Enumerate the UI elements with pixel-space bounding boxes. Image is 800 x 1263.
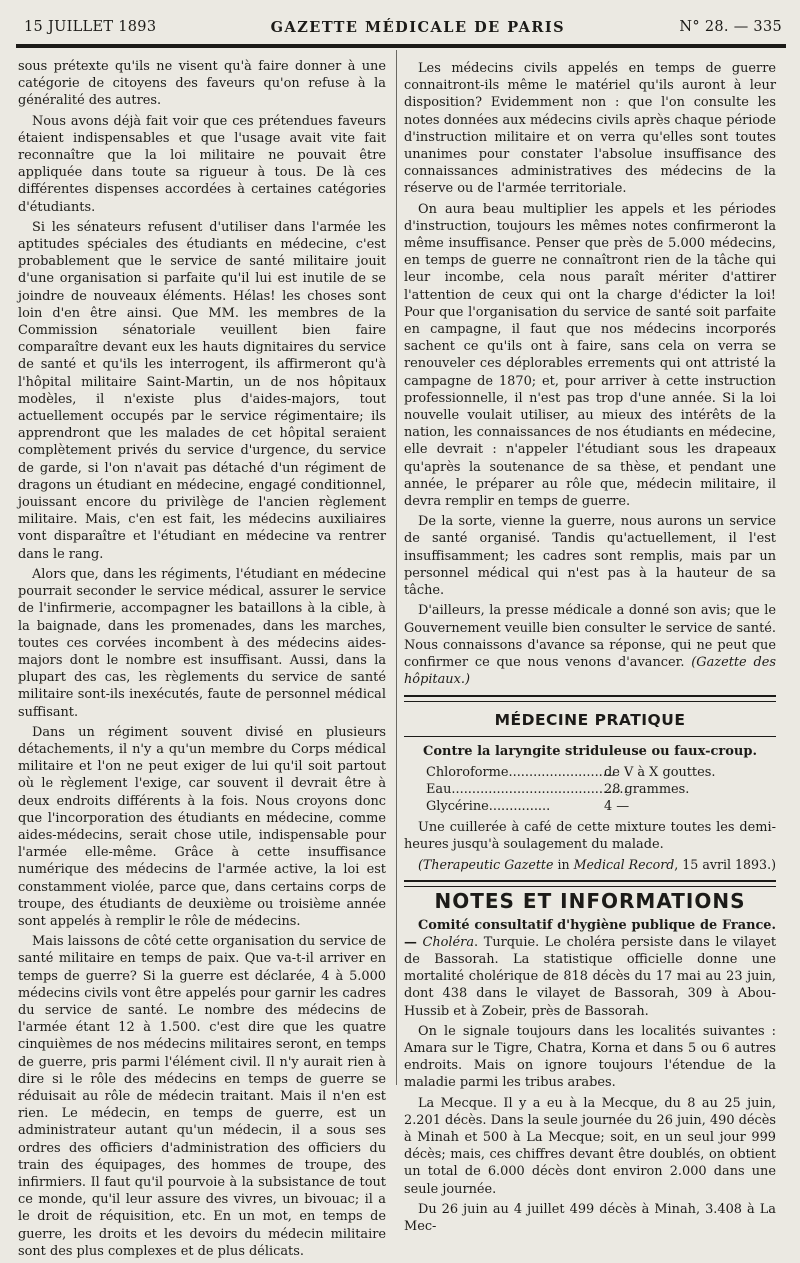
issue-number: N° 28. — 335 [679, 19, 782, 35]
source-citation [404, 856, 776, 873]
paragraph: sous prétexte qu'ils ne visent qu'à faire donner à une catégorie de citoyens des faveurs qu'on refuse à la généralité des autres. [18, 59, 386, 109]
paragraph: Mais laissons de côté cette organisation du service de santé militaire en temps de paix. Que va-t-il arriver en temps de guerre? Si la guerre est déclarée, 4 à 5.000 médecins civils vont être appelés pour garnir les cadres du service de santé. Le nombre des médecins de l'armée étant 12 à 1.500. c'est dire que les quatre cinquièmes de nos médecins militaires seront, en temps de guerre, pris parmi l'élément civil. Il n'y aurait rien à dire si le rôle des médecins en temps de guerre se réduisait au rôle de médecin traitant. Mais il n'en est rien. Le médecin, en temps de guerre, est un administrateur autant qu'un médecin, il a sous ses ordres des officiers d'administration des officiers du train des équipages, des hommes de troupe, des infirmiers. Il faut qu'il pourvoie à la subsistance de tout ce monde, qu'il leur assure des vivres, un bivouac; il a le droit de réquisition, etc. En un mot, en temps de guerre, les droits et les devoirs du médecin militaire sont des plus complexes et de plus délicats. [18, 934, 386, 1259]
ingredient-name: Glycérine............... [426, 798, 551, 814]
paragraph: Du 26 juin au 4 juillet 499 décès à Minah, 3.408 à La Mec- [404, 1201, 776, 1234]
paragraph: Dans un régiment souvent divisé en plusieurs détachements, il n'y a qu'un membre du Corps médical militaire et l'on ne peut exiger de lui qu'il soit partout où le règlement l'exige, car souvent il devrait être à deux endroits différents à la fois. Nous croyons donc que l'incorporation des étudiants en médecine, comme aides-médecins, serait chose utile, indispensable pour l'armée elle-même. Grâce à cette insuffisance numérique des médecins de l'armée active, la loi est constamment violée, parce que, dans certains corps de troupe, des étudiants de deuxième ou troisième année sont appelés à remplir le rôle de médecins. [18, 724, 386, 929]
source-connector: in [553, 857, 574, 873]
column-separator [396, 50, 397, 1085]
ingredient-dose: de V à X gouttes. [604, 764, 716, 780]
paragraph: Une cuillerée à café de cette mixture toutes les demi-heures jusqu'à soulagement du malade. [404, 819, 776, 852]
source-journal: (Therapeutic Gazette [418, 857, 554, 873]
lead-text: . Turquie. Le choléra persiste dans le vilayet de Bassorah. La statistique officielle donne une mortalité cholérique de 818 décès du 17 mai au 23 juin, dont 438 dans le vilayet de Bassorah, 309 à Abou-Hussib et à Zobeir, près de Bassorah. [404, 934, 777, 1019]
paragraph: Si les sénateurs refusent d'utiliser dans l'armée les aptitudes spéciales des étudiants en médecine, c'est probablement que le service de santé militaire jouit d'une organisation si parfaite qu'il lui est inutile de se joindre de nouveaux éléments. Hélas! les choses sont loin d'en être ainsi. Que MM. les membres de la Commission sénatoriale veuillent bien faire comparaître devant eux les hauts dignitaires du service de santé et qu'ils les interrogent, ils affirmeront qu'à l'hôpital militaire Saint-Martin, un de nos hôpitaux modèles, il n'existe plus d'aides-majors, tout actuellement occupés par le service régimentaire; ils apprendront que les malades de cet hôpital seraient complètement privés du service d'urgence, du service de garde, si l'on n'avait pas détaché d'un régiment de dragons un étudiant en médecine, engagé conditionnel, jouissant encore du privilège de l'ancien règlement militaire. Mais, c'en est fait, les médecins auxiliaires vont disparaître et l'étudiant en médecine va rentrer dans le rang. [18, 219, 386, 562]
prescription-line [426, 798, 776, 815]
ingredient-name: Chloroforme.......................... [426, 764, 616, 780]
paragraph: Alors que, dans les régiments, l'étudiant en médecine pourrait seconder le service médical, assurer le service de l'infirmerie, accompagner les bataillons à la cible, à la baignade, dans les promenades, dans les marches, toutes ces corvées incombent à des médecins aides-majors dont le nombre est insuffisant. Aussi, dans la plupart des cas, les règlements du service de santé militaire sont-ils inexécutés, faute de personnel médical suffisant. [18, 566, 386, 720]
section-divider [404, 880, 776, 887]
prescription-line [426, 764, 776, 781]
section-title-medecine-pratique: MÉDECINE PRATIQUE [494, 711, 686, 730]
section-title-notes: NOTES ET INFORMATIONS [434, 889, 746, 914]
paragraph: La Mecque. Il y a eu à la Mecque, du 8 au 25 juin, 2.201 décès. Dans la seule journée du 26 juin, 490 décès à Minah et 500 à La Mecque; soit, en un seul jour 999 décès; mais, ces chiffres devant être doublés, on obtient un total de 6.000 décès dont environ 2.000 dans une seule journée. [404, 1095, 776, 1197]
paragraph [404, 917, 776, 1020]
ingredient-name: Eau........................................... [426, 781, 628, 797]
article-subtitle: Contre la laryngite striduleuse ou faux-croup. [422, 743, 758, 759]
paragraph: Nous avons déjà fait voir que ces prétendues faveurs étaient indispensables et que l'usage avait vite fait reconnaître que la loi militaire ne pouvait être appliquée dans toute sa rigueur à tous. De là ces différentes dispenses accordées à certaines catégories d'étudiants. [18, 113, 386, 215]
lead-heading: Comité consultatif d'hygiène publique de France. — [404, 917, 776, 950]
journal-title: GAZETTE MÉDICALE DE PARIS [270, 18, 566, 36]
paragraph: On aura beau multiplier les appels et les périodes d'instruction, toujours les mêmes notes confirmeront la même insuffisance. Penser que près de 5.000 médecins, en temps de guerre ne connaîtront rien de la tâche qui leur incombe, cela nous paraît mériter d'attirer l'attention de ceux qui ont la charge d'édicter la loi! Pour que l'organisation du service de santé soit parfaite en campagne, il faut que nos médecins incorporés sachent ce qu'ils ont à faire, sans cela on verra se renouveler ces déplorables errements qui ont attristé la campagne de 1870; et, pour arriver à cette instruction professionnelle, il n'est pas trop d'une année. Si la loi nouvelle voulait utiliser, au mieux des intérêts de la nation, les connaissances de nos étudiants en médecine, elle devrait : n'appeler l'étudiant sous les drapeaux qu'après la soutenance de sa thèse, et pendant une année, le préparer au rôle que, médecin militaire, il devra remplir en temps de guerre. [404, 201, 776, 510]
header-rule [16, 44, 786, 48]
closing-text: D'ailleurs, la presse médicale a donné son avis; que le Gouvernement veuille bien consulter le service de santé. Nous connaissons d'avance sa réponse, qui ne peut que confirmer ce que nous venons d'avancer. [404, 603, 776, 670]
paragraph: On le signale toujours dans les localités suivantes : Amara sur le Tigre, Chatra, Korna et dans 5 ou 6 autres endroits. Mais on ignore toujours l'étendue de la maladie parmi les tribus arabes. [404, 1023, 776, 1091]
source-date: , 15 avril 1893.) [674, 857, 776, 873]
section-divider [404, 695, 776, 702]
right-column [404, 60, 776, 1238]
left-column [18, 58, 386, 1263]
paragraph: Les médecins civils appelés en temps de guerre connaitront-ils même le matériel qu'ils auront à leur disposition? Evidemment non : que l'on consulte les notes données aux médecins civils après chaque période d'instruction militaire et on verra qu'elles sont toutes unanimes pour constater l'absolue insuffisance des connaissances administratives des médecins de la réserve ou de l'armée territoriale. [404, 61, 776, 197]
paragraph: De la sorte, vienne la guerre, nous aurons un service de santé organisé. Tandis qu'actuellement, il l'est insuffisamment; les cadres sont remplis, mais par un personnel médical qui n'est pas à la hauteur de sa tâche. [404, 514, 776, 599]
source-journal: Medical Record [573, 857, 675, 873]
paragraph [404, 602, 776, 688]
ingredient-dose: 28 grammes. [604, 781, 690, 797]
title-rule [404, 736, 776, 737]
page-header [24, 12, 782, 42]
prescription [426, 764, 776, 815]
prescription-line [426, 781, 776, 798]
lead-topic: Choléra [416, 934, 475, 950]
source-citation: (Gazette des hôpitaux.) [404, 654, 776, 688]
issue-date: 15 JUILLET 1893 [24, 19, 157, 35]
ingredient-dose: 4 — [604, 798, 630, 814]
